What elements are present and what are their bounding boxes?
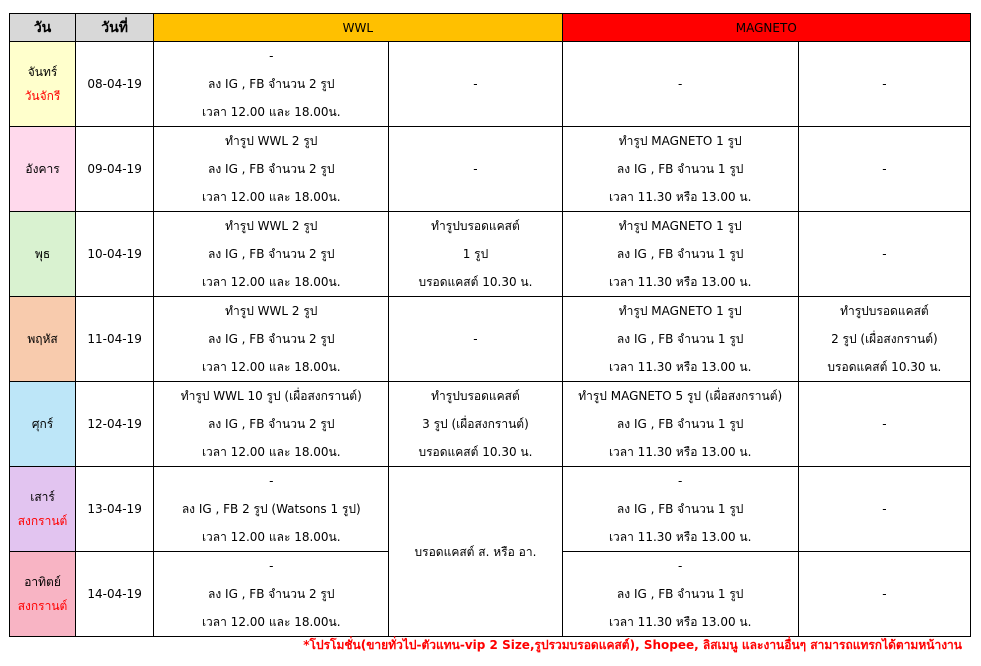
magneto-post-cell bbox=[562, 297, 798, 382]
magneto-broadcast-cell-line: - bbox=[882, 162, 887, 176]
magneto-post-cell-line: ทำรูป MAGNETO 1 รูป bbox=[618, 134, 742, 148]
wwl-broadcast-cell-line: ทำรูปบรอดแคสต์ bbox=[431, 219, 520, 233]
table-row bbox=[10, 382, 971, 467]
wwl-broadcast-cell-line: - bbox=[473, 332, 478, 346]
wwl-post-cell bbox=[154, 382, 389, 467]
wwl-broadcast-cell-line: บรอดแคสต์ 10.30 น. bbox=[418, 275, 533, 289]
wwl-post-cell bbox=[154, 297, 389, 382]
day-cell bbox=[10, 552, 76, 637]
wwl-post-cell bbox=[154, 467, 389, 552]
wwl-post-cell-line: เวลา 12.00 และ 18.00น. bbox=[201, 105, 341, 119]
magneto-broadcast-cell bbox=[798, 297, 970, 382]
magneto-post-cell-line: เวลา 11.30 หรือ 13.00 น. bbox=[608, 360, 752, 374]
day-name: อังคาร bbox=[25, 162, 60, 176]
magneto-broadcast-cell-line: - bbox=[882, 502, 887, 516]
table-row bbox=[10, 127, 971, 212]
magneto-broadcast-cell bbox=[798, 127, 970, 212]
magneto-broadcast-cell-line: - bbox=[882, 247, 887, 261]
wwl-post-cell-line: เวลา 12.00 และ 18.00น. bbox=[201, 190, 341, 204]
table-row bbox=[10, 212, 971, 297]
header-day: วัน bbox=[10, 14, 76, 42]
day-cell bbox=[10, 42, 76, 127]
day-cell bbox=[10, 212, 76, 297]
magneto-broadcast-cell-line: บรอดแคสต์ 10.30 น. bbox=[827, 360, 942, 374]
table-row bbox=[10, 467, 971, 552]
wwl-post-cell bbox=[154, 127, 389, 212]
header-magneto: MAGNETO bbox=[562, 14, 970, 42]
header-date: วันที่ bbox=[76, 14, 154, 42]
wwl-post-cell-line: ลง IG , FB จำนวน 2 รูป bbox=[208, 417, 335, 431]
date-cell: 09-04-19 bbox=[76, 127, 154, 212]
schedule-table bbox=[9, 13, 971, 637]
wwl-post-cell-line: ลง IG , FB จำนวน 2 รูป bbox=[208, 587, 335, 601]
wwl-broadcast-cell-line: ทำรูปบรอดแคสต์ bbox=[431, 389, 520, 403]
wwl-broadcast-cell-line: - bbox=[473, 162, 478, 176]
magneto-broadcast-cell-line: ทำรูปบรอดแคสต์ bbox=[840, 304, 929, 318]
header-row bbox=[10, 14, 971, 42]
day-name: พฤหัส bbox=[27, 332, 58, 346]
wwl-broadcast-cell-line: 1 รูป bbox=[462, 247, 489, 261]
magneto-post-cell-line: ทำรูป MAGNETO 1 รูป bbox=[618, 304, 742, 318]
wwl-post-cell-line: - bbox=[269, 559, 274, 573]
magneto-post-cell-line: เวลา 11.30 หรือ 13.00 น. bbox=[608, 190, 752, 204]
magneto-post-cell bbox=[562, 552, 798, 637]
wwl-post-cell-line: เวลา 12.00 และ 18.00น. bbox=[201, 530, 341, 544]
magneto-post-cell-line: - bbox=[678, 559, 683, 573]
magneto-post-cell bbox=[562, 467, 798, 552]
wwl-post-cell-line: เวลา 12.00 และ 18.00น. bbox=[201, 615, 341, 629]
wwl-broadcast-cell bbox=[389, 42, 562, 127]
date-cell: 12-04-19 bbox=[76, 382, 154, 467]
magneto-broadcast-cell bbox=[798, 467, 970, 552]
wwl-broadcast-cell-line: - bbox=[473, 77, 478, 91]
wwl-post-cell-line: ลง IG , FB จำนวน 2 รูป bbox=[208, 77, 335, 91]
wwl-broadcast-cell bbox=[389, 127, 562, 212]
wwl-post-cell-line: ลง IG , FB 2 รูป (Watsons 1 รูป) bbox=[181, 502, 361, 516]
wwl-post-cell bbox=[154, 212, 389, 297]
magneto-broadcast-cell bbox=[798, 42, 970, 127]
wwl-broadcast-cell-line: 3 รูป (เผื่อสงกรานต์) bbox=[422, 417, 529, 431]
day-name: จันทร์ bbox=[27, 65, 58, 79]
magneto-post-cell bbox=[562, 127, 798, 212]
wwl-broadcast-cell bbox=[389, 297, 562, 382]
magneto-broadcast-cell bbox=[798, 552, 970, 637]
schedule-body bbox=[10, 42, 971, 637]
magneto-post-cell-line: ลง IG , FB จำนวน 1 รูป bbox=[616, 162, 744, 176]
magneto-broadcast-cell-line: 2 รูป (เผื่อสงกรานต์) bbox=[831, 332, 938, 346]
magneto-post-cell-line: ลง IG , FB จำนวน 1 รูป bbox=[616, 417, 744, 431]
wwl-broadcast-cell-line: บรอดแคสต์ ส. หรือ อา. bbox=[414, 544, 537, 559]
wwl-post-cell-line: ลง IG , FB จำนวน 2 รูป bbox=[208, 247, 335, 261]
magneto-broadcast-cell-line: - bbox=[882, 417, 887, 431]
header-wwl: WWL bbox=[154, 14, 562, 42]
magneto-broadcast-cell-line: - bbox=[882, 77, 887, 91]
wwl-post-cell-line: เวลา 12.00 และ 18.00น. bbox=[201, 275, 341, 289]
magneto-broadcast-cell bbox=[798, 382, 970, 467]
date-cell: 08-04-19 bbox=[76, 42, 154, 127]
day-cell bbox=[10, 382, 76, 467]
holiday-label: สงกรานต์ bbox=[17, 514, 68, 528]
wwl-post-cell-line: ลง IG , FB จำนวน 2 รูป bbox=[208, 332, 335, 346]
date-cell: 14-04-19 bbox=[76, 552, 154, 637]
wwl-broadcast-cell bbox=[389, 212, 562, 297]
magneto-post-cell-line: ลง IG , FB จำนวน 1 รูป bbox=[616, 332, 744, 346]
magneto-post-cell bbox=[562, 212, 798, 297]
table-row bbox=[10, 297, 971, 382]
day-name: เสาร์ bbox=[30, 490, 55, 504]
magneto-broadcast-cell-line: - bbox=[882, 587, 887, 601]
magneto-post-cell-line: เวลา 11.30 หรือ 13.00 น. bbox=[608, 530, 752, 544]
holiday-label: สงกรานต์ bbox=[17, 599, 68, 613]
wwl-post-cell-line: - bbox=[269, 474, 274, 488]
day-cell bbox=[10, 297, 76, 382]
magneto-post-cell-line: - bbox=[678, 474, 683, 488]
date-cell: 10-04-19 bbox=[76, 212, 154, 297]
magneto-post-cell bbox=[562, 382, 798, 467]
magneto-post-cell-line: ลง IG , FB จำนวน 1 รูป bbox=[616, 247, 744, 261]
magneto-post-cell-line: ทำรูป MAGNETO 1 รูป bbox=[618, 219, 742, 233]
wwl-post-cell-line: ทำรูป WWL 2 รูป bbox=[225, 134, 318, 148]
table-row bbox=[10, 42, 971, 127]
magneto-post-cell-line: เวลา 11.30 หรือ 13.00 น. bbox=[608, 445, 752, 459]
magneto-post-cell-line: ลง IG , FB จำนวน 1 รูป bbox=[616, 502, 744, 516]
wwl-post-cell-line: ทำรูป WWL 10 รูป (เผื่อสงกรานต์) bbox=[180, 389, 362, 403]
holiday-label: วันจักรี bbox=[24, 89, 61, 103]
wwl-post-cell-line: เวลา 12.00 และ 18.00น. bbox=[201, 360, 341, 374]
magneto-post-cell-line: เวลา 11.30 หรือ 13.00 น. bbox=[608, 275, 752, 289]
day-name: พุธ bbox=[34, 247, 51, 261]
wwl-post-cell-line: ทำรูป WWL 2 รูป bbox=[225, 219, 318, 233]
day-cell bbox=[10, 467, 76, 552]
magneto-post-cell-line: เวลา 11.30 หรือ 13.00 น. bbox=[608, 615, 752, 629]
wwl-post-cell-line: - bbox=[269, 49, 274, 63]
wwl-broadcast-cell bbox=[389, 467, 562, 637]
wwl-post-cell-line: ทำรูป WWL 2 รูป bbox=[225, 304, 318, 318]
date-cell: 13-04-19 bbox=[76, 467, 154, 552]
wwl-broadcast-cell bbox=[389, 382, 562, 467]
magneto-post-cell-line: - bbox=[678, 77, 683, 91]
footnote: *โปรโมชั่น(ขายทั่วไป-ตัวแทน-vip 2 Size,รูปรวมบรอดแคสต์), Shopee, ลิสเมนู และงานอื่นๆ สามารถแทรกได้ตามหน้างาน bbox=[303, 638, 962, 652]
wwl-post-cell-line: ลง IG , FB จำนวน 2 รูป bbox=[208, 162, 335, 176]
wwl-post-cell bbox=[154, 42, 389, 127]
date-cell: 11-04-19 bbox=[76, 297, 154, 382]
day-name: ศุกร์ bbox=[31, 417, 54, 431]
wwl-post-cell bbox=[154, 552, 389, 637]
day-name: อาทิตย์ bbox=[24, 575, 61, 589]
magneto-post-cell-line: ทำรูป MAGNETO 5 รูป (เผื่อสงกรานต์) bbox=[578, 389, 783, 403]
wwl-broadcast-cell-line: บรอดแคสต์ 10.30 น. bbox=[418, 445, 533, 459]
magneto-post-cell-line: ลง IG , FB จำนวน 1 รูป bbox=[616, 587, 744, 601]
wwl-post-cell-line: เวลา 12.00 และ 18.00น. bbox=[201, 445, 341, 459]
day-cell bbox=[10, 127, 76, 212]
magneto-broadcast-cell bbox=[798, 212, 970, 297]
magneto-post-cell bbox=[562, 42, 798, 127]
